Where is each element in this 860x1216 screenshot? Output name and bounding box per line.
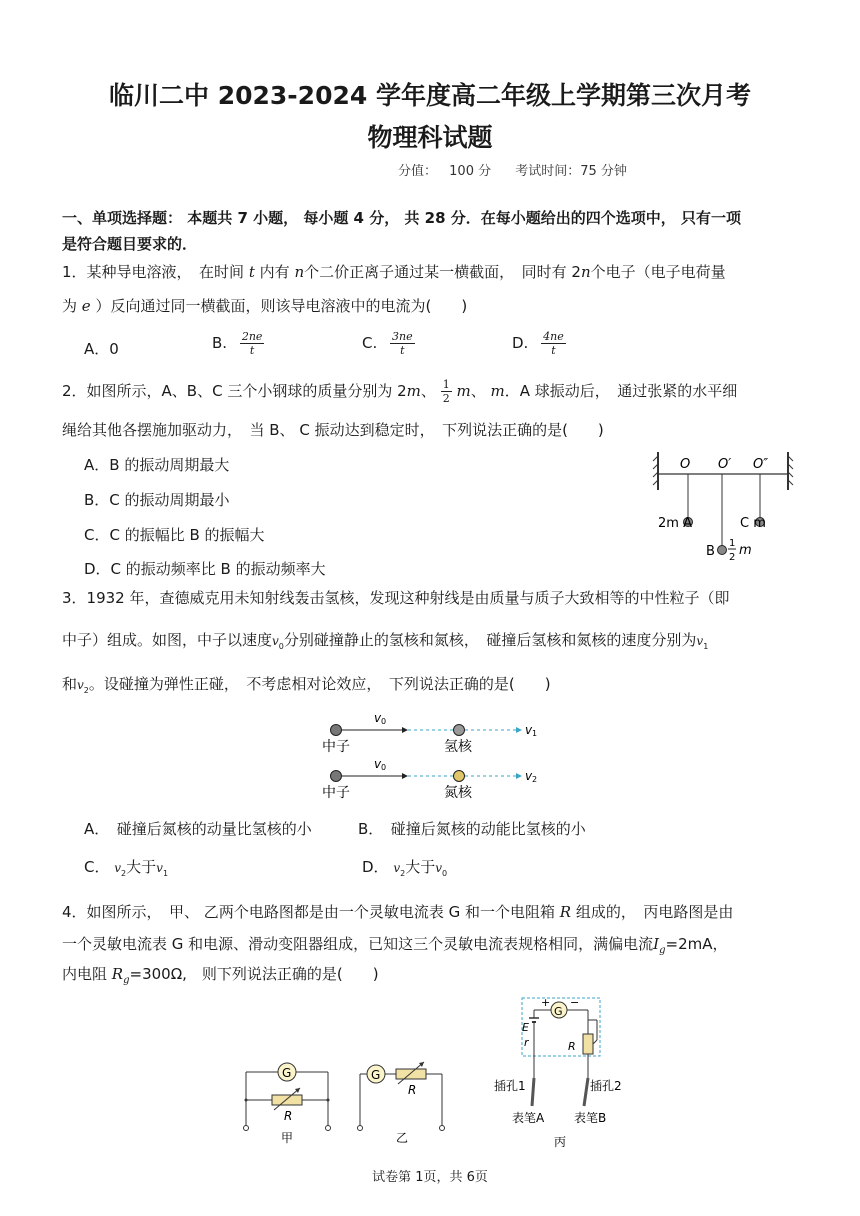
q1-var-n: n: [294, 263, 305, 281]
subscript: g: [123, 975, 130, 986]
label-neutron: 中子: [322, 785, 350, 801]
label-v0-sub: 0: [381, 717, 387, 726]
q3-text: 中子）组成。如图，中子以速度: [62, 631, 273, 649]
var-ig: I: [653, 935, 660, 953]
label-r: R: [408, 1083, 417, 1097]
q3-line3: [62, 674, 551, 701]
terminal: [440, 1126, 445, 1131]
var-v2: v: [114, 861, 122, 875]
q1-line2: [62, 296, 467, 316]
q2-text: ．A 球振动后， 通过张紧的水平细: [504, 382, 738, 400]
label-g: G: [371, 1068, 381, 1082]
label-o: O: [680, 457, 691, 472]
terminal: [358, 1126, 363, 1131]
label-b-mass-num: 1: [729, 538, 736, 549]
fraction-half: [441, 378, 452, 405]
label-pen-a: 表笔A: [512, 1111, 545, 1125]
var-v2: v: [77, 678, 84, 692]
q2-option-c[interactable]: C．C 的振幅比 B 的振幅大: [84, 526, 265, 544]
fraction-numerator: 4ne: [543, 330, 564, 343]
subscript: g: [659, 945, 666, 956]
q2-line1: [62, 378, 737, 405]
q1-option-c[interactable]: [362, 330, 415, 357]
terminal: [244, 1126, 249, 1131]
var-v0: v: [435, 861, 443, 875]
q2-option-a[interactable]: A．B 的振动周期最大: [84, 456, 230, 474]
label-nitrogen: 氮核: [444, 785, 472, 801]
option-label: B.: [212, 334, 228, 352]
q1-option-b[interactable]: [212, 330, 264, 357]
label-b-mass-m: m: [739, 543, 752, 558]
nitrogen-ball: [454, 771, 465, 782]
var-v1: v: [696, 634, 704, 648]
subscript: 0: [278, 642, 284, 651]
label-neutron: 中子: [322, 739, 350, 755]
label-v1-sub: 1: [532, 729, 538, 738]
section-heading: 一、单项选择题： 本题共 7 小题， 每小题 4 分， 共 28 分．在每小题给出的四个选项中， 只有一项: [62, 209, 741, 227]
fraction-denominator: t: [400, 344, 405, 357]
q2-text: 、: [420, 382, 436, 400]
neutron-ball: [331, 771, 342, 782]
probe-b-icon: [584, 1078, 588, 1106]
label-pen-b: 表笔B: [574, 1111, 607, 1125]
q2-text: 2．如图所示，A、B、C 三个小钢球的质量分别为 2: [62, 382, 407, 400]
subscript: 2: [121, 869, 127, 878]
q1-var-e: e: [81, 297, 91, 315]
label-v0: v: [374, 757, 382, 771]
pendulum-figure: [650, 448, 800, 568]
q4-line2: [62, 934, 728, 961]
label-g: G: [282, 1066, 292, 1080]
label-o-double-prime: O″: [753, 457, 769, 472]
arrow-head: [402, 727, 408, 733]
junction: [245, 1099, 248, 1102]
subscript: 2: [400, 869, 406, 878]
label-hole1: 插孔1: [494, 1079, 526, 1093]
label-g: G: [554, 1005, 563, 1018]
option-label: D.: [512, 334, 529, 352]
fraction: [541, 330, 566, 357]
label-e: E: [522, 1021, 529, 1034]
junction: [327, 1099, 330, 1102]
q4-text: 4．如图所示， 甲、 乙两个电路图都是由一个灵敏电流表 G 和一个电阻箱: [62, 903, 555, 921]
fraction-numerator: 2ne: [241, 330, 263, 343]
subscript: 1: [703, 642, 709, 651]
q3-option-a[interactable]: A． 碰撞后氮核的动量比氢核的小: [84, 820, 312, 838]
q4-text: 组成的， 丙电路图是由: [575, 903, 734, 921]
fraction-denominator: t: [249, 344, 255, 357]
q2-option-b[interactable]: B．C 的振动周期最小: [84, 491, 230, 509]
q4-line1: [62, 902, 733, 922]
label-b-mass-den: 2: [729, 552, 736, 563]
q4-text: =300Ω, 则下列说法正确的是( ): [129, 965, 379, 983]
label-o-prime: O′: [718, 457, 732, 472]
q1-option-d[interactable]: [512, 330, 566, 357]
circuit-bing: [494, 996, 622, 1149]
label-minus: −: [570, 996, 580, 1009]
probe-a-icon: [532, 1078, 534, 1106]
arrow-head: [516, 727, 522, 733]
label-plus: +: [541, 996, 551, 1009]
q3-line1: 3．1932 年，查德威克用未知射线轰击氢核，发现这种射线是由质量与质子大致相等的中性粒子（即: [62, 589, 730, 607]
q3-text: 和: [62, 675, 78, 693]
q1-text: 为: [62, 297, 78, 315]
q2-var-m: m: [490, 382, 505, 400]
resistor-box-icon: [272, 1095, 302, 1105]
collision-figure: [316, 708, 546, 808]
label-r-internal: r: [524, 1036, 529, 1049]
q1-var-n: n: [580, 263, 591, 281]
var-rg: R: [111, 965, 124, 983]
fraction-numerator: 3ne: [392, 330, 413, 343]
time-info: 考试时间：75 分钟: [515, 164, 627, 179]
label-v0: v: [374, 711, 382, 725]
q1-text: ）反向通过同一横截面，则该导电溶液中的电流为( ): [95, 297, 468, 315]
fraction-denominator: t: [551, 344, 556, 357]
label-b: B: [706, 544, 715, 559]
option-label: D．: [362, 858, 389, 876]
fraction-numerator: 1: [442, 378, 450, 391]
resistor-box-icon: [396, 1069, 426, 1079]
fraction: [240, 330, 265, 357]
subscript: 1: [162, 869, 169, 878]
label-yi: 乙: [396, 1131, 409, 1145]
option-text: 大于: [405, 858, 436, 876]
q1-text: 内有: [259, 263, 290, 281]
exam-title: 临川二中 2023-2024 学年度高二年级上学期第三次月考: [109, 81, 751, 110]
page-footer: 试卷第 1页，共 6页: [372, 1170, 488, 1185]
label-v1: v: [525, 723, 533, 737]
section-heading-cont: 是符合题目要求的．: [62, 235, 198, 253]
var-r: R: [559, 903, 572, 921]
score-value: 100 分: [449, 164, 492, 179]
label-v0-sub: 0: [381, 763, 387, 772]
label-v2: v: [525, 769, 533, 783]
label-jia: 甲: [281, 1131, 294, 1145]
q4-text: =2mA，: [665, 935, 728, 953]
circuit-yi: [358, 1062, 445, 1145]
label-c: C m: [740, 516, 766, 531]
q1-text: 个电子（电子电荷量: [590, 263, 726, 281]
option-label: C.: [362, 334, 378, 352]
q3-option-b[interactable]: B． 碰撞后氮核的动能比氢核的小: [358, 820, 586, 838]
fraction-denominator: 2: [442, 392, 450, 405]
q3-text: 分别碰撞静止的氢核和氮核， 碰撞后氢核和氮核的速度分别为: [283, 631, 697, 649]
label-bing: 丙: [554, 1135, 567, 1149]
arrow-head: [402, 773, 408, 779]
rheostat-icon: [583, 1034, 593, 1054]
q2-var-m: m: [456, 382, 471, 400]
q3-text: 。设碰撞为弹性正碰， 不考虑相对论效应， 下列说法正确的是( ): [88, 675, 551, 693]
q2-option-d[interactable]: D．C 的振动频率比 B 的振动频率大: [84, 560, 326, 578]
score-info: [398, 160, 627, 179]
q1-var-t: t: [248, 263, 255, 281]
q2-text: 、: [470, 382, 486, 400]
exam-subtitle: 物理科试题: [367, 123, 493, 152]
arrow-head: [516, 773, 522, 779]
label-hole2: 插孔2: [590, 1079, 622, 1093]
fraction: [390, 330, 415, 357]
subscript: 0: [442, 869, 448, 878]
q4-text: 一个灵敏电流表 G 和电源、滑动变阻器组成，已知这三个灵敏电流表规格相同，满偏电流: [62, 935, 654, 953]
q3-option-d[interactable]: [362, 856, 447, 878]
q2-line2: 绳给其他各摆施加驱动力， 当 B、 C 振动达到稳定时， 下列说法正确的是( ): [62, 421, 604, 439]
circuit-figures: [236, 996, 636, 1154]
label-a: 2m A: [658, 516, 692, 531]
q4-line3: [62, 964, 379, 991]
label-r: R: [284, 1109, 293, 1123]
label-v2-sub: 2: [532, 775, 538, 784]
q1-text: 1．某种导电溶液， 在时间: [62, 263, 245, 281]
label-r: R: [568, 1040, 576, 1053]
score-label: 分值：: [398, 164, 438, 179]
q3-option-c[interactable]: [84, 856, 168, 878]
hydrogen-ball: [454, 725, 465, 736]
var-v0: v: [272, 634, 279, 648]
circuit-jia: [244, 1063, 331, 1145]
slider: [593, 1040, 597, 1044]
subscript: 2: [83, 686, 89, 695]
q2-var-m: m: [406, 382, 421, 400]
var-v2: v: [393, 861, 401, 875]
option-label: C．: [84, 858, 110, 876]
q3-line2: [62, 630, 708, 657]
ball-b: [718, 546, 727, 555]
var-v1: v: [156, 861, 163, 875]
q1-option-a[interactable]: A．0: [84, 340, 119, 358]
neutron-ball: [331, 725, 342, 736]
label-hydrogen: 氢核: [444, 739, 472, 755]
terminal: [326, 1126, 331, 1131]
option-text: 大于: [126, 858, 157, 876]
q1-line1: [62, 262, 726, 282]
q1-text: 个二价正离子通过某一横截面， 同时有 2: [304, 263, 581, 281]
q4-text: 内电阻: [62, 965, 108, 983]
